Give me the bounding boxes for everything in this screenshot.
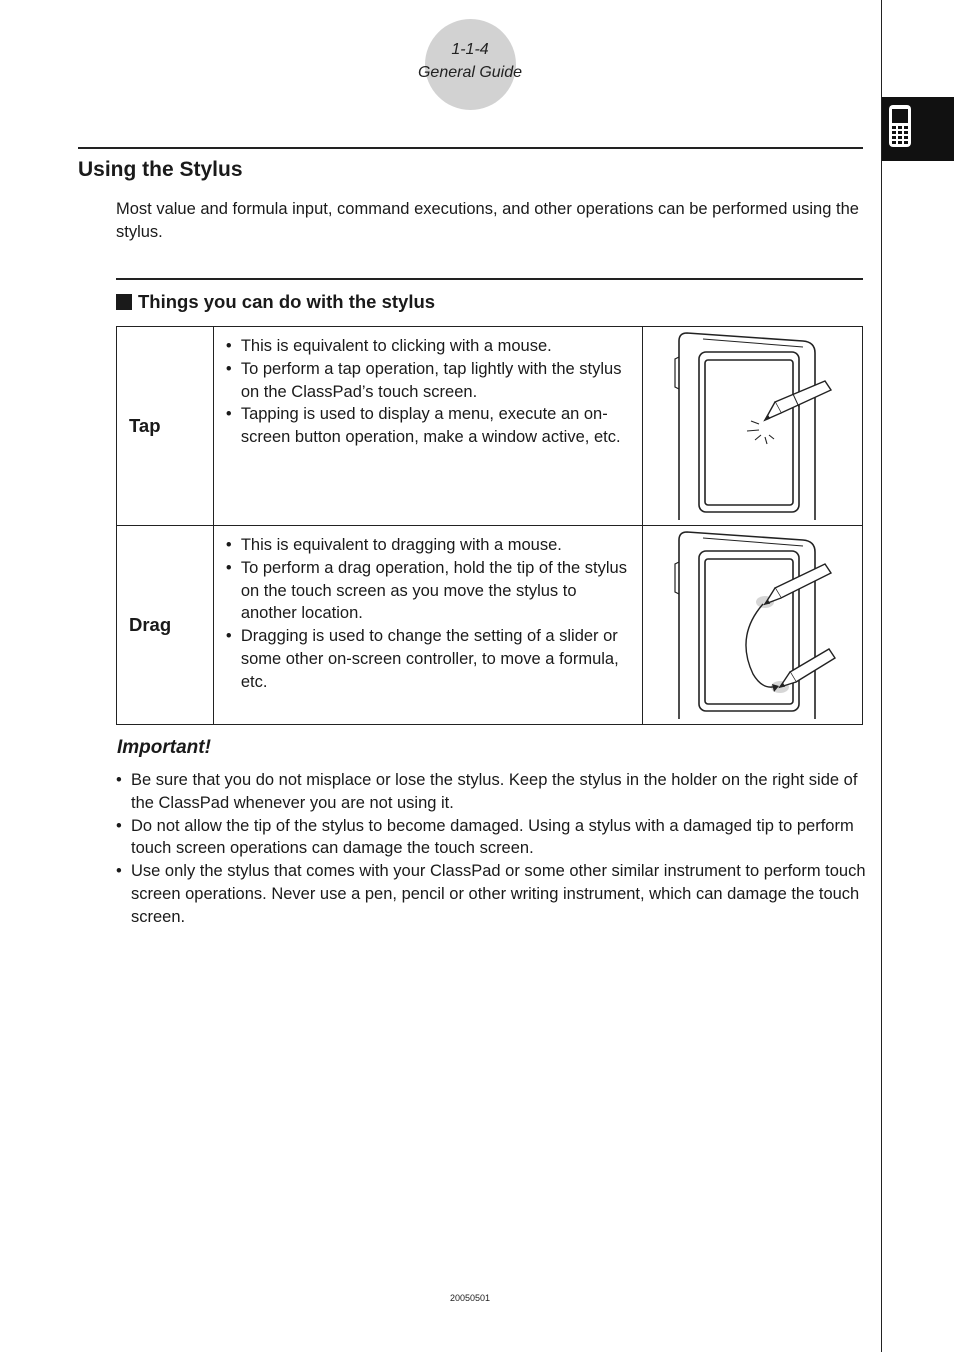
list-item: • Use only the stylus that comes with your ClassPad or some other similar instrument to perform touch screen operations. Never use a pen, pencil or other writing instrument, which can damage the touch screen. xyxy=(116,860,868,928)
table-row xyxy=(117,526,863,725)
tap-spark-icon xyxy=(747,421,774,444)
operations-table xyxy=(116,326,863,725)
table-row xyxy=(117,327,863,526)
list-item: • This is equivalent to dragging with a mouse. xyxy=(226,534,632,557)
important-heading: Important! xyxy=(117,737,211,758)
subsection-divider xyxy=(116,278,863,280)
list-item: • Dragging is used to change the setting of a slider or some other on-screen controller, to move a formula, etc. xyxy=(226,625,632,693)
section-divider xyxy=(78,147,863,149)
list-item: • To perform a drag operation, hold the tip of the stylus on the touch screen as you move the stylus to another location. xyxy=(226,557,632,625)
section-number: 1-1-4 xyxy=(451,41,489,58)
section-heading: Using the Stylus xyxy=(78,158,243,181)
stylus-icon xyxy=(780,649,835,687)
chapter-tab xyxy=(882,97,954,161)
list-item: • Tapping is used to display a menu, execute an on-screen button operation, make a window active, etc. xyxy=(226,403,632,449)
list-item: • This is equivalent to clicking with a mouse. xyxy=(226,335,632,358)
drag-illustration xyxy=(642,526,862,725)
operation-description xyxy=(213,327,642,526)
subsection-heading-text: Things you can do with the stylus xyxy=(138,291,436,312)
stylus-icon xyxy=(765,381,831,420)
important-list xyxy=(116,769,868,929)
operation-term: Drag xyxy=(117,526,214,725)
square-bullet-icon xyxy=(116,294,132,310)
stylus-icon xyxy=(765,564,831,604)
page-edge-rule xyxy=(881,0,882,1352)
operation-term: Tap xyxy=(117,327,214,526)
footer-code: 20050501 xyxy=(449,1293,491,1303)
list-item: • To perform a tap operation, tap lightly with the stylus on the ClassPad’s touch screen. xyxy=(226,358,632,404)
section-title-header: General Guide xyxy=(417,64,523,81)
list-item: • Do not allow the tip of the stylus to become damaged. Using a stylus with a damaged tip to perform touch screen operations can damage the touch screen. xyxy=(116,815,868,861)
list-item: • Be sure that you do not misplace or lose the stylus. Keep the stylus in the holder on the right side of the ClassPad whenever you are not using it. xyxy=(116,769,868,815)
subsection-heading xyxy=(116,291,435,313)
operation-description xyxy=(213,526,642,725)
tap-illustration xyxy=(642,327,862,526)
intro-paragraph: Most value and formula input, command executions, and other operations can be performed using the stylus. xyxy=(116,200,859,241)
calculator-icon xyxy=(882,97,954,161)
